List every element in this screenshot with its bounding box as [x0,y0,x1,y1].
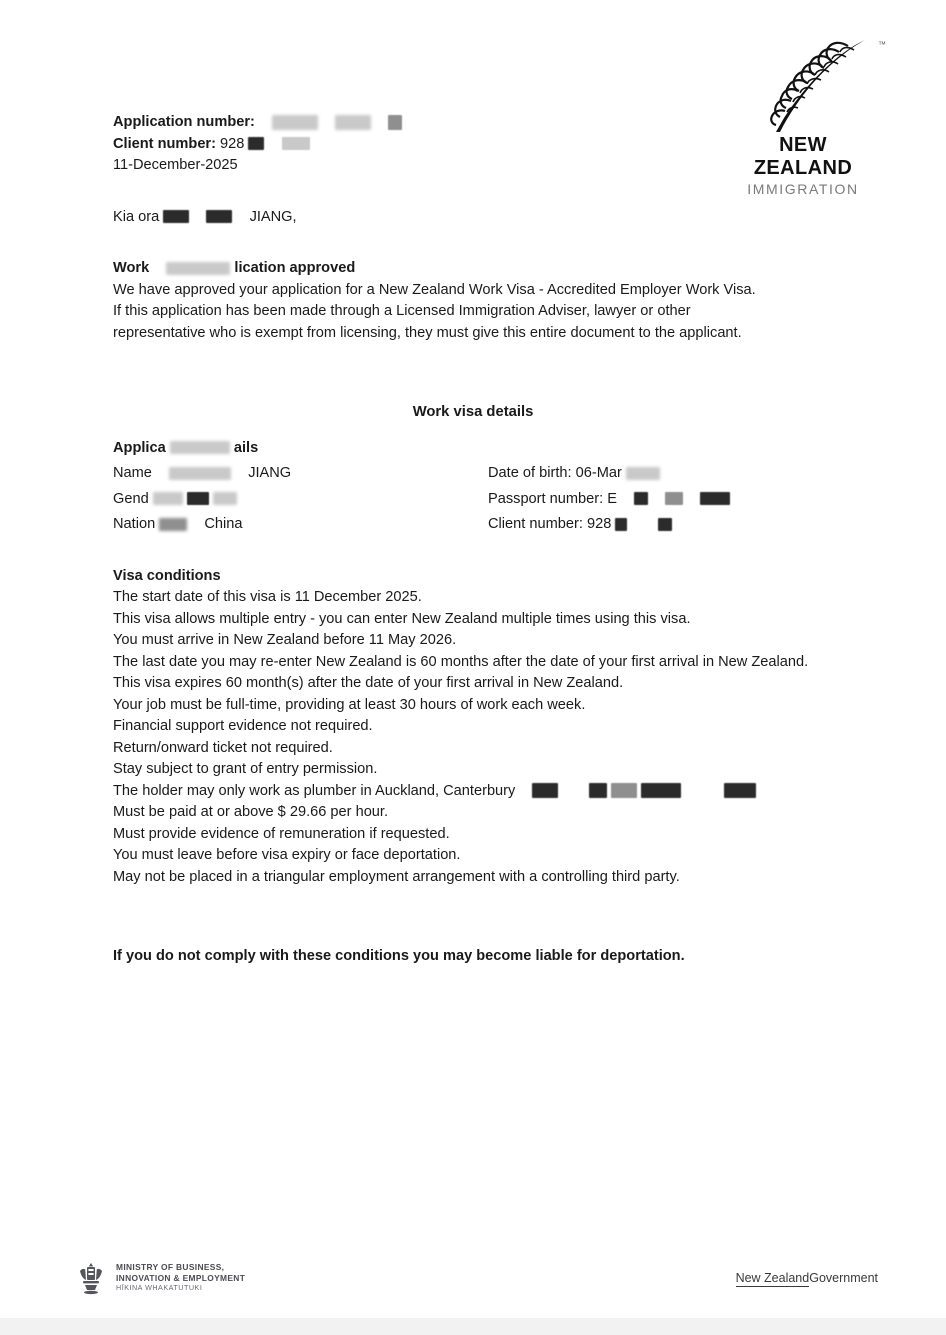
condition-item: Return/onward ticket not required. [113,739,333,756]
detail-name-redaction [169,467,231,480]
detail-dob-label: Date of birth: [488,465,572,481]
approval-paragraph-2-line-2: representative who is exempt from licensing, they must give this entire document to the applicant. [113,324,742,341]
detail-passport-redaction-3 [700,492,730,505]
condition-redaction-4 [641,783,681,798]
greeting-surname: JIANG, [249,208,297,225]
detail-passport [488,489,833,511]
detail-nationality-redaction [159,518,187,531]
application-number-redaction-1 [272,115,318,130]
detail-passport-label: Passport number: [488,490,604,507]
detail-nationality-label: Nation [113,516,156,532]
condition-item: This visa allows multiple entry - you can enter New Zealand multiple times using this visa. [113,610,691,627]
detail-nationality-value: China [204,516,243,532]
mbie-logo [76,1261,245,1295]
approval-heading-end: lication approved [234,260,356,276]
application-number-redaction-3 [388,115,402,130]
detail-name-value: JIANG [248,465,292,481]
approval-paragraph-2-line-1: If this application has been made through a Licensed Immigration Adviser, lawyer or other [113,303,691,319]
nz-government-plain: Government [809,1271,878,1285]
nz-coat-of-arms-icon [76,1261,106,1295]
nz-government-wordmark [736,1271,878,1285]
condition-item: The last date you may re-enter New Zealand is 60 months after the date of your first arrival in New Zealand. [113,653,809,670]
detail-gender-label: Gend [113,490,149,507]
applicant-details-table [113,463,833,536]
condition-item-redacted [113,781,833,803]
detail-client-number-label: Client number: [488,516,583,532]
applicant-heading-end: ails [233,439,259,456]
detail-passport-redaction-2 [665,492,683,505]
application-number-redaction-2 [335,115,371,130]
condition-item-text: The holder may only work as plumber in Auckland, Canterbury [113,782,516,799]
detail-gender-redaction-3 [213,492,237,505]
detail-name-label: Name [113,465,152,481]
approval-paragraph-1: We have approved your application for a New Zealand Work Visa - Accredited Employer Work Visa. [113,281,756,298]
detail-name [113,463,488,485]
condition-item: The start date of this visa is 11 December 2025. [113,589,422,605]
greeting-prefix: Kia ora [113,208,160,225]
client-number-row [113,134,833,156]
condition-item: Must provide evidence of remuneration if requested. [113,825,450,842]
applicant-heading-start: Applica [113,439,166,456]
approval-heading-redaction [166,262,230,275]
detail-client-number [488,514,833,536]
detail-gender [113,489,488,511]
ministry-maori-line: HĪKINA WHAKATUTUKI [116,1283,203,1293]
approval-heading [113,258,833,280]
greeting-redaction-2 [206,210,232,223]
condition-item: This visa expires 60 month(s) after the date of your first arrival in New Zealand. [113,675,624,691]
visa-conditions-title: Visa conditions [113,567,221,584]
applicant-heading-redaction [170,441,230,454]
document-date: 11-December-2025 [113,157,238,173]
condition-item: May not be placed in a triangular employment arrangement with a controlling third party. [113,868,680,885]
ministry-line-1: MINISTRY OF BUSINESS, [116,1262,225,1273]
compliance-warning: If you do not comply with these conditions you may become liable for deportation. [113,948,685,964]
condition-item: Financial support evidence not required. [113,718,373,734]
approval-heading-start: Work [113,260,150,276]
client-number-redaction-2 [282,137,310,150]
logo-subtitle: IMMIGRATION [747,181,859,197]
ministry-line-2: INNOVATION & EMPLOYMENT [116,1272,246,1283]
condition-redaction-2 [589,783,607,798]
condition-redaction-5 [724,783,756,798]
client-number-label: Client number: [113,135,216,152]
nz-government-underlined: New Zealand [735,1271,810,1285]
condition-redaction-3 [611,783,637,798]
trademark-symbol: ™ [878,40,886,49]
detail-client-number-redaction-2 [658,518,672,531]
detail-dob-value: 06-Mar [575,465,622,481]
condition-item: You must arrive in New Zealand before 11 May 2026. [113,632,457,648]
detail-client-number-redaction-1 [615,518,627,531]
application-number-row [113,112,833,134]
client-number-redaction-1 [248,137,264,150]
detail-passport-redaction-1 [634,492,648,505]
condition-item: You must leave before visa expiry or face deportation. [113,847,461,863]
detail-gender-redaction-2 [187,492,209,505]
detail-gender-redaction-1 [153,492,183,505]
applicant-details-heading [113,438,833,460]
document-footer [0,1261,946,1307]
greeting-redaction-1 [163,210,189,223]
visa-details-title: Work visa details [412,404,534,420]
detail-client-number-value: 928 [586,516,612,532]
condition-item: Your job must be full-time, providing at least 30 hours of work each week. [113,696,586,713]
greeting-line [113,207,833,229]
logo-title: NEW ZEALAND [753,134,853,179]
detail-dob-redaction [626,467,660,480]
detail-dob [488,463,833,485]
condition-item: Must be paid at or above $ 29.66 per hour. [113,804,389,820]
application-number-label: Application number: [113,114,255,130]
detail-passport-value: E [607,490,617,507]
visa-conditions-list [113,587,833,888]
detail-nationality [113,514,488,536]
condition-item: Stay subject to grant of entry permission. [113,761,378,777]
client-number-value: 928 [220,135,245,152]
condition-redaction-1 [532,783,558,798]
mbie-wordmark [116,1262,245,1294]
document-body [113,112,833,968]
